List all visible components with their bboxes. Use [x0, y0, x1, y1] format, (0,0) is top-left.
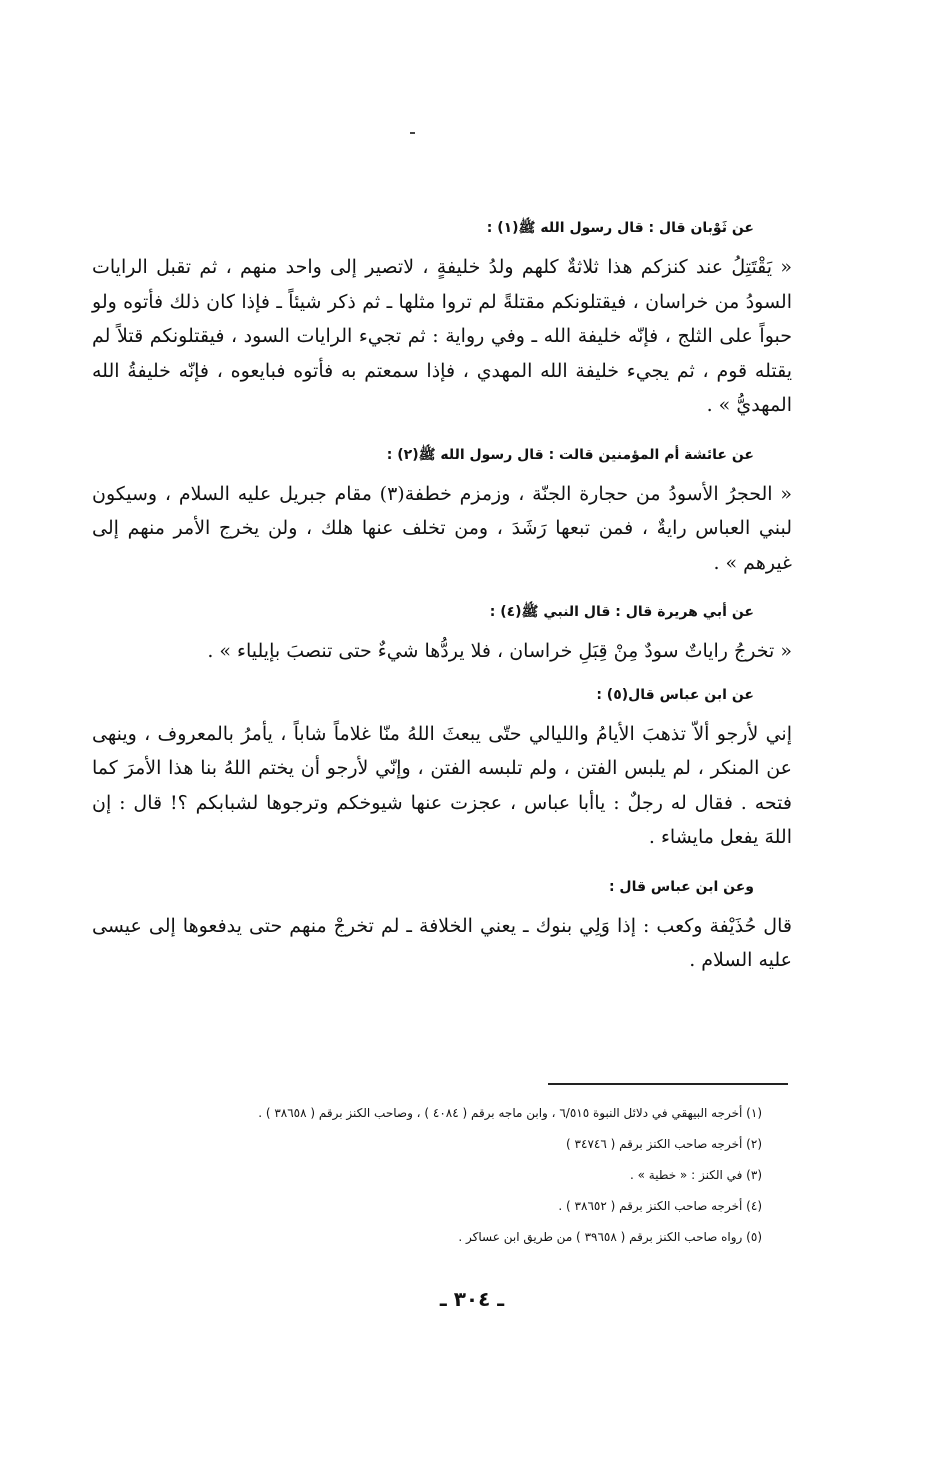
hadith-heading-5: وعن ابن عباس قال : — [608, 878, 754, 895]
footnotes — [92, 1098, 762, 1253]
footnote-4: (٤) أخرجه صاحب الكنز برقم ( ٣٨٦٥٢ ) . — [558, 1199, 762, 1213]
main-text — [92, 218, 792, 978]
hadith-text-1: « يَقْتَتِلُ عند كنزكم هذا ثلاثةٌ كلهم ولدُ خليفةٍ ، لاتصير إلى واحد منهم ، ثم تقبل الرايات السودُ من خراسان ، فيقتلونكم مقتلةً لم تروا مثلها ـ ثم ذكر شيئاً ـ فإذا كان ذلك فأتوه ولو حبواً على الثلج ، فإنّه خليفة الله ـ وفي رواية : ثم تجيء الرايات السود ، فيقتلونكم قتلاً لم يقتله قوم ، ثم يجيء خليفة الله المهدي ، فإذا سمعتم به فأتوه فبايعوه ، فإنّه خليفةُ الله المهديُّ » . — [92, 256, 792, 416]
hadith-text-2: « الحجرُ الأسودُ من حجارة الجنّة ، وزمزم خطفة(٣) مقام جبريل عليه السلام ، وسيكون لبني العباس رايةٌ ، فمن تبعها رَشَدَ ، ومن تخلف عنها هلك ، ولن يخرج الأمر منهم إلى غيرهم » . — [92, 482, 792, 574]
hadith-heading-2: عن عائشة أم المؤمنين قالت : قال رسول الله ﷺ(٢) : — [386, 446, 754, 463]
hadith-heading-1: عن ثَوْبان قال : قال رسول الله ﷺ(١) : — [486, 220, 754, 236]
hadith-heading-4: عن ابن عباس قال(٥) : — [596, 686, 754, 703]
hadith-text-3: « تخرجُ راياتٌ سودٌ مِنْ قِبَلِ خراسان ، فلا يردُّها شيءٌ حتى تنصبَ بإيلياء » . — [207, 640, 792, 662]
footnote-5: (٥) رواه صاحب الكنز برقم ( ٣٩٦٥٨ ) من طريق ابن عساكر . — [458, 1230, 762, 1244]
footnote-3: (٣) في الكنز : « خطية » . — [630, 1168, 762, 1182]
hadith-text-4: إني لأرجو ألاّ تذهبَ الأيامُ والليالي حتّى يبعثَ اللهُ منّا غلاماً شاباً ، يأمرُ بالمعروف ، وينهى عن المنكر ، لم يلبس الفتن ، ولم تلبسه الفتن ، وإنّي لأرجو أن يختم اللهُ بنا هذا الأمرَ كما فتحه . فقال له رجلٌ : ياأبا عباس ، عجزت عنها شيوخكم وترجوها لشبابكم ؟! قال : إن اللهَ يفعل مايشاء . — [92, 722, 792, 848]
footnote-2: (٢) أخرجه صاحب الكنز برقم ( ٣٤٧٤٦ ) — [566, 1137, 762, 1151]
footnote-1: (١) أخرجه البيهقي في دلائل النبوة ٦/٥١٥ ، وابن ماجه برقم ( ٤٠٨٤ ) ، وصاحب الكنز برقم ( ٣٨٦٥٨ ) . — [258, 1106, 762, 1120]
page-number: ـ ٣٠٤ ـ — [439, 1287, 505, 1311]
hadith-heading-3: عن أبي هريرة قال : قال النبي ﷺ(٤) : — [489, 604, 754, 620]
footnote-divider — [548, 1083, 788, 1085]
hadith-text-5: قال حُذَيْفة وكعب : إذا وَلِي بنوك ـ يعني الخلافة ـ لم تخرجْ منهم حتى يدفعوها إلى عيسى عليه السلام . — [92, 914, 792, 971]
print-speck — [410, 132, 415, 134]
